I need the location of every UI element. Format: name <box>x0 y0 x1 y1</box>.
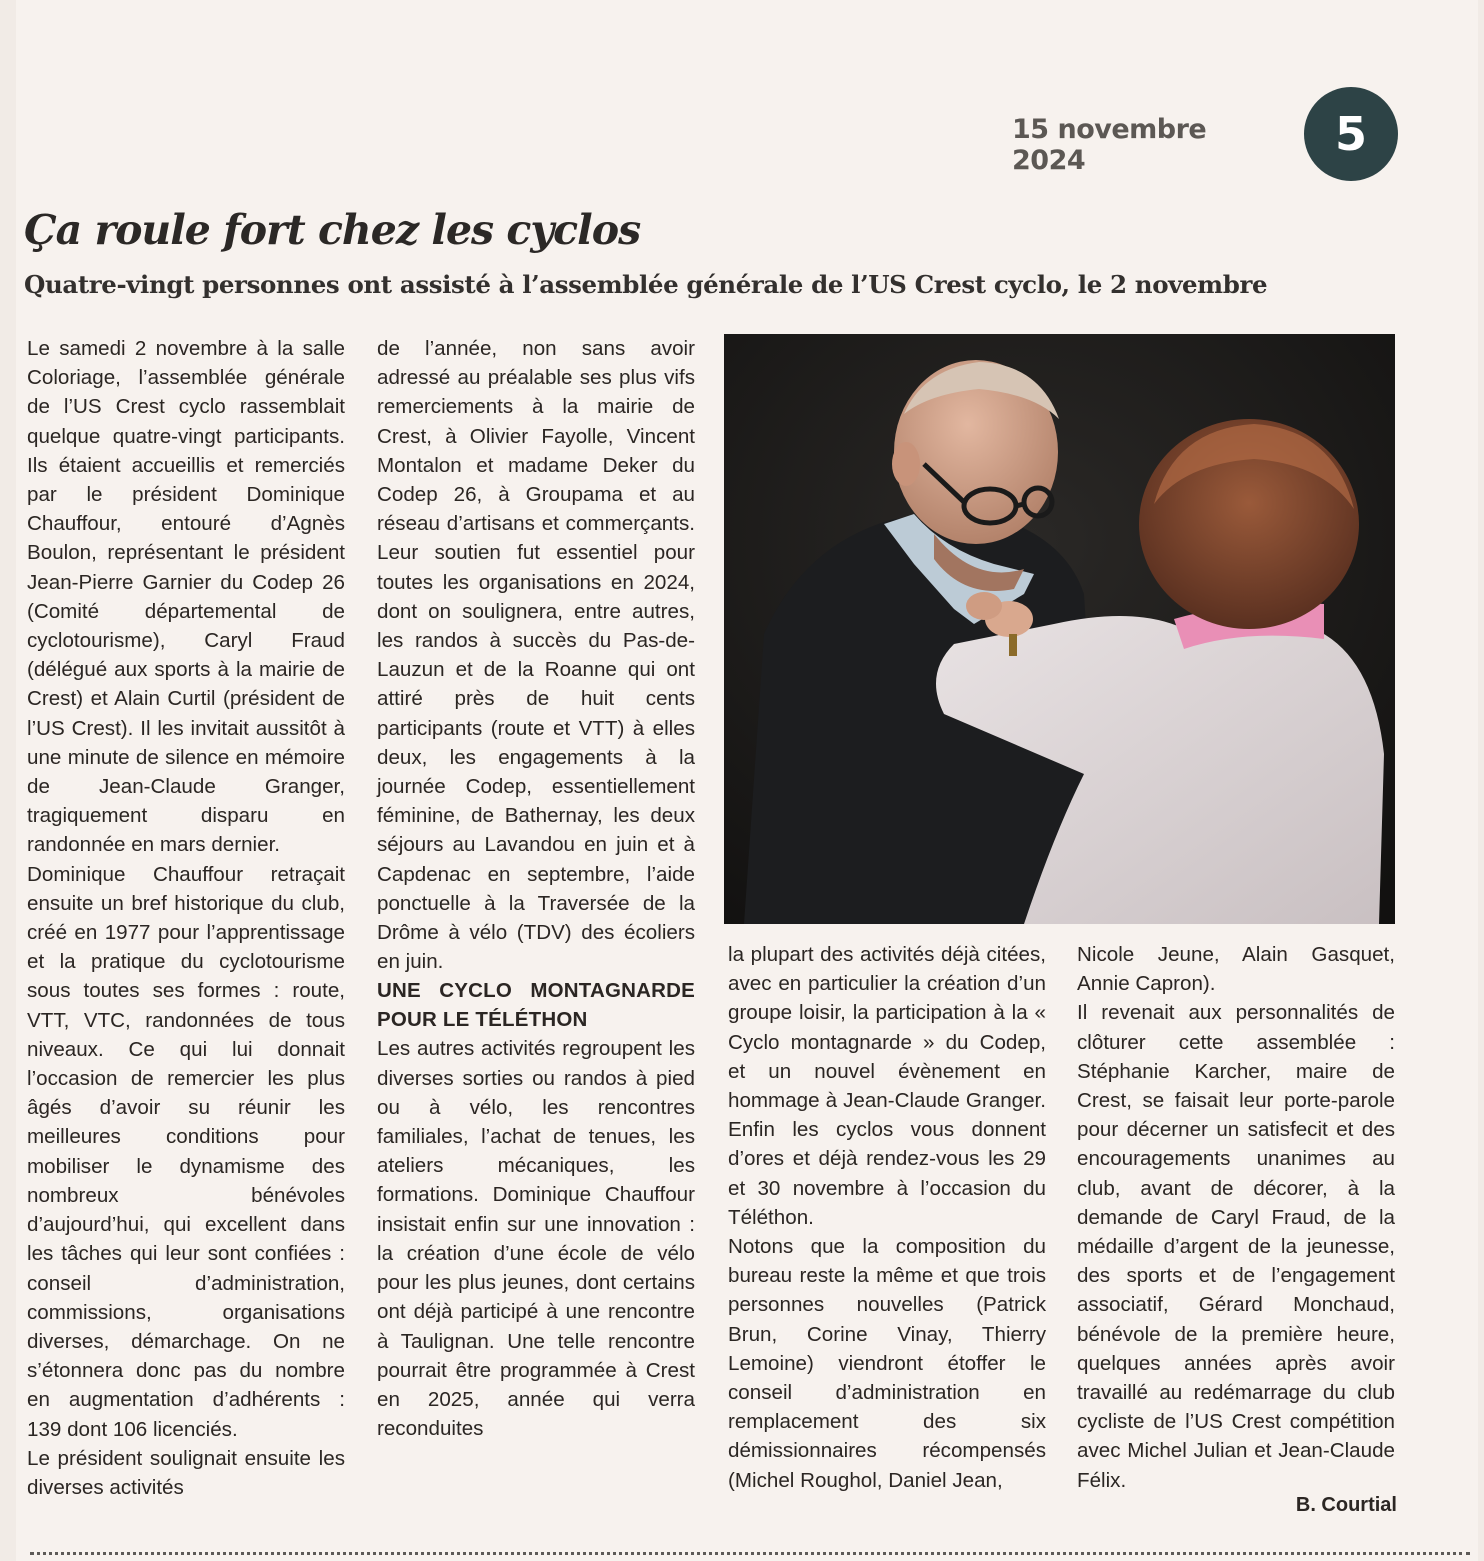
paragraph: Le président soulignait ensuite les diverses activités <box>27 1446 345 1499</box>
paragraph: Notons que la composition du bureau reste la même et que trois personnes nouvelles (Patrick Brun, Corine Vinay, Thierry Lemoine) viendront étoffer le conseil d’administration en remplacement des six démissionnaires récompensés (Michel Roughol, Daniel Jean, <box>728 1235 1046 1492</box>
paragraph: Le samedi 2 novembre à la salle Coloriage, l’assemblée générale de l’US Crest cyclo rassemblait quelque quatre-vingt participants. Ils étaient accueillis et remerciés par le président Dominique Chauffour, entouré d’Agnès Boulon, représentant le président Jean-Pierre Garnier du Codep 26 (Comité départemental de cyclotourisme), Caryl Fraud (délégué aux sports à la mairie de Crest) et Alain Curtil (président de l’US Crest). Il les invitait aussitôt à une minute de silence en mémoire de Jean-Claude Granger, tragiquement disparu en randonnée en mars dernier. <box>27 337 345 857</box>
paragraph: Nicole Jeune, Alain Gasquet, Annie Capron). <box>1077 943 1395 996</box>
article-photo <box>724 334 1395 924</box>
paragraph: Dominique Chauffour retraçait ensuite un bref historique du club, créé en 1977 pour l’apprentissage et la pratique du cyclotourisme sous toutes ses formes : route, VTT, VTC, randonnées de tous niveaux. Ce qui lui donnait l’occasion de remercier les plus âgés d’avoir su réunir les meilleures conditions pour mobiliser le dynamisme des nombreux bénévoles d’aujourd’hui, qui excellent dans les tâches qui leur sont confiées : conseil d’administration, commissions, organisations diverses, démarchage. On ne s’étonnera donc pas du nombre en augmentation d’adhérents : 139 dont 106 licenciés. <box>27 862 345 1441</box>
article-column-4 <box>1077 940 1395 1495</box>
article-subtitle: Quatre-vingt personnes ont assisté à l’assemblée générale de l’US Crest cyclo, le 2 novembre <box>24 270 1268 299</box>
issue-date: 15 novembre 2024 <box>1012 114 1207 176</box>
paragraph: de l’année, non sans avoir adressé au préalable ses plus vifs remerciements à la mairie de Crest, à Olivier Fayolle, Vincent Montalon et madame Deker du Codep 26, à Groupama et au réseau d’artisans et commerçants. Leur soutien fut essentiel pour toutes les organisations en 2024, dont on soulignera, entre autres, les randos à succès du Pas-de-Lauzun et de la Roanne qui ont attiré près de huit cents participants (route et VTT) à elles deux, les engagements à la journée Codep, essentiellement féminine, de Bathernay, les deux séjours au Lavandou en juin et à Capdenac en septembre, l’aide ponctuelle à la Traversée de la Drôme à vélo (TDV) des écoliers en juin. <box>377 337 695 974</box>
medal-ceremony-illustration <box>724 334 1395 924</box>
author-signature: B. Courtial <box>1295 1494 1397 1516</box>
section-subhead: UNE CYCLO MONTAGNARDE POUR LE TÉLÉTHON <box>377 979 695 1032</box>
bottom-dotted-rule <box>30 1552 1470 1555</box>
paragraph: Il revenait aux personnalités de clôturer cette assemblée : Stéphanie Karcher, maire de Crest, se faisait leur porte-parole pour décerner un satisfecit et des encouragements unanimes au club, avant de décorer, à la demande de Caryl Fraud, de la médaille d’argent de la jeunesse, des sports et de l’engagement associatif, Gérard Monchaud, bénévole de la première heure, quelques années après avoir travaillé au redémarrage du club cycliste de l’US Crest compétition avec Michel Julian et Jean-Claude Félix. <box>1077 1001 1395 1492</box>
article-column-2 <box>377 334 695 1443</box>
article-column-1 <box>27 334 345 1502</box>
page-number-badge: 5 <box>1304 87 1398 181</box>
article-column-3 <box>728 940 1046 1495</box>
article-title: Ça roule fort chez les cyclos <box>24 206 641 254</box>
paragraph: Les autres activités regroupent les diverses sorties ou randos à pied ou à vélo, les rencontres familiales, l’achat de tenues, les ateliers mécaniques, les formations. Dominique Chauffour insistait enfin sur une innovation : la création d’une école de vélo pour les plus jeunes, dont certains ont déjà participé à une rencontre à Taulignan. Une telle rencontre pourrait être programmée à Crest en 2025, année qui verra reconduites <box>377 1037 695 1441</box>
paragraph: la plupart des activités déjà citées, avec en particulier la création d’un groupe loisir, la participation à la « Cyclo montagnarde » du Codep, et un nouvel évènement en hommage à Jean-Claude Granger. Enfin les cyclos vous donnent d’ores et déjà rendez-vous les 29 et 30 novembre à l’occasion du Téléthon. <box>728 943 1046 1229</box>
